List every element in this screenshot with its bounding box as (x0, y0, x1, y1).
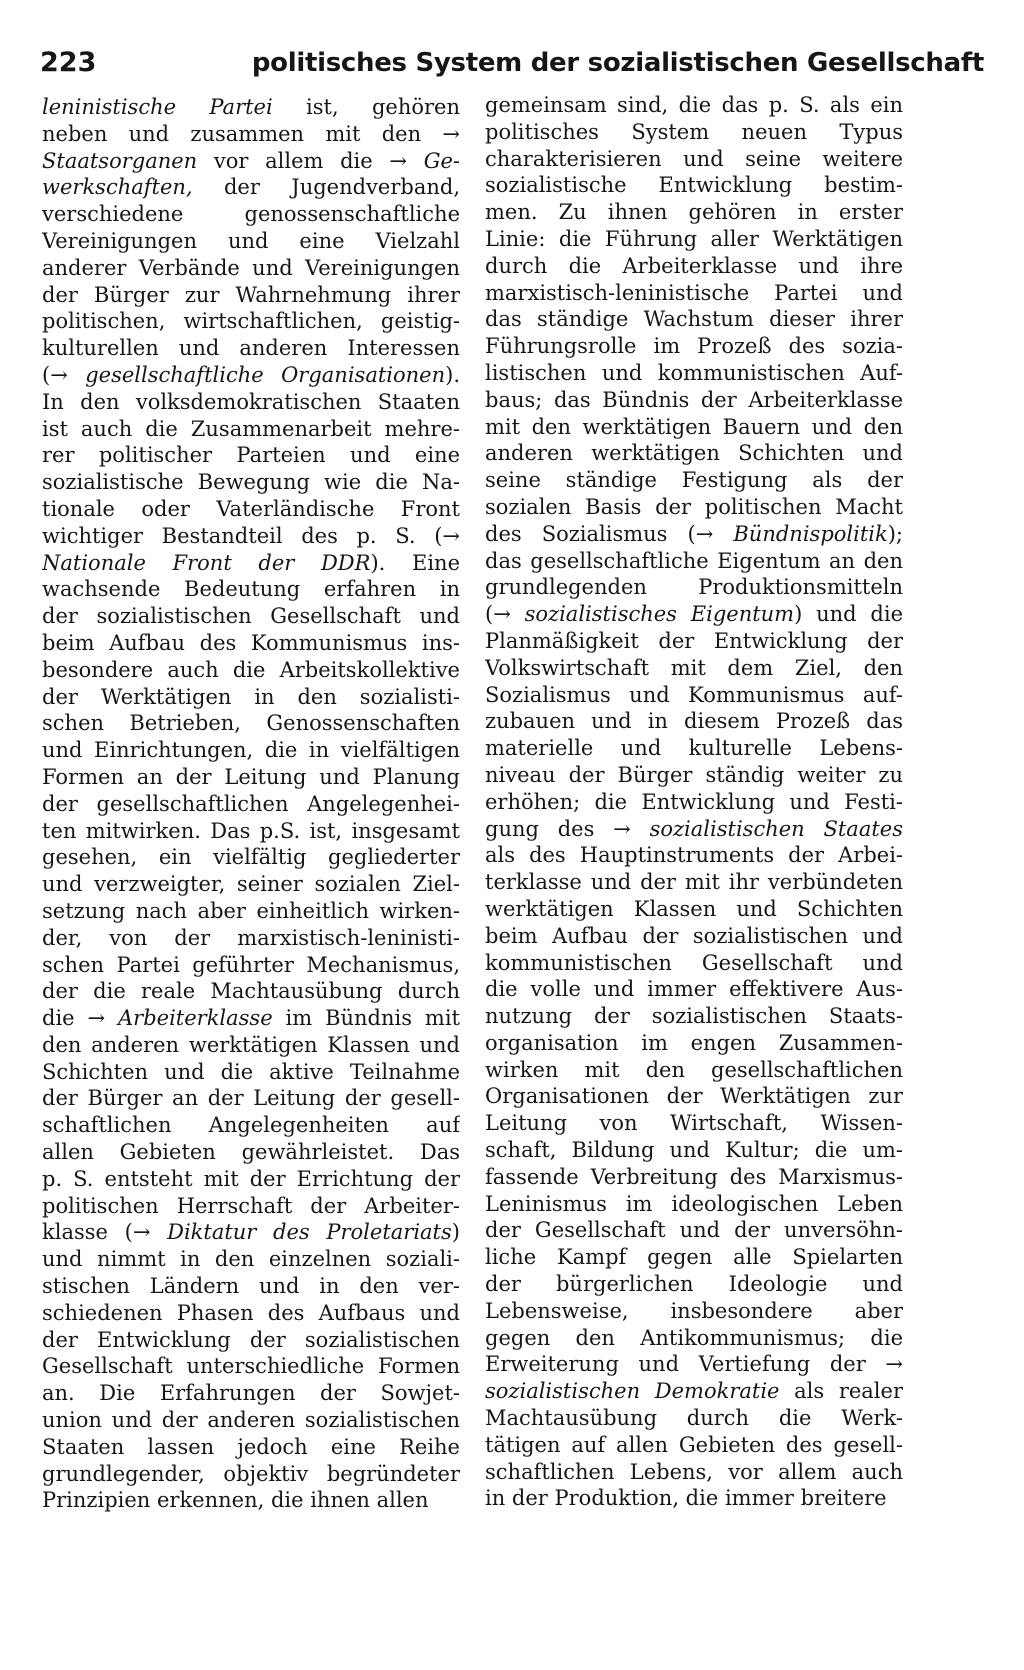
text-segment: das ständige Wachstum dieser ihrer (485, 307, 903, 332)
text-line (485, 762, 903, 789)
text-line (42, 603, 460, 630)
text-segment: der Bürger an der Leitung der gesell- (42, 1086, 460, 1111)
text-segment: als des Hauptinstruments der Arbei- (485, 843, 903, 868)
text-segment: Leitung von Wirtschaft, Wissen- (485, 1111, 903, 1136)
text-segment: union und der anderen sozialistischen (42, 1408, 460, 1433)
text-segment: tionale oder Vaterländische Front (42, 496, 460, 521)
text-segment: grundlegender, objektiv begründeter (42, 1461, 460, 1486)
text-segment: Schichten und die aktive Teilnahme (42, 1059, 460, 1084)
text-line (42, 1005, 460, 1032)
text-segment: des Sozialismus (→ (485, 521, 734, 546)
text-line (485, 816, 903, 843)
text-segment: Sozialismus und Kommunismus auf- (485, 682, 903, 707)
text-line (485, 574, 903, 601)
text-segment: gung des → (485, 816, 650, 841)
text-segment: ); (887, 521, 903, 546)
text-line (485, 923, 903, 950)
text-segment: erhöhen; die Entwicklung und Festi- (485, 789, 903, 814)
text-line (485, 1191, 903, 1218)
text-segment: baus; das Bündnis der Arbeiterklasse (485, 387, 903, 412)
text-segment: verschiedene genossenschaftliche (42, 202, 460, 227)
text-segment: der Gesellschaft und der unversöhn- (485, 1218, 903, 1243)
text-line (485, 521, 903, 548)
text-segment: ist, gehören (272, 95, 460, 119)
text-line (485, 306, 903, 333)
text-segment: wirken mit den gesellschaftlichen (485, 1057, 903, 1082)
text-segment: Organisationen der Werktätigen zur (485, 1084, 903, 1109)
text-segment: klasse (→ (42, 1220, 168, 1245)
text-line (42, 844, 460, 871)
text-segment: der gesellschaftlichen Angelegenhei- (42, 791, 460, 816)
text-line (42, 978, 460, 1005)
text-segment: der bürgerlichen Ideologie und (485, 1272, 903, 1297)
text-line (42, 1327, 460, 1354)
text-line (42, 684, 460, 711)
text-line (485, 1459, 903, 1486)
text-line (42, 523, 460, 550)
text-segment: besondere auch die Arbeitskollektive (42, 657, 460, 682)
text-segment: materielle und kulturelle Lebens- (485, 736, 903, 761)
text-line (485, 976, 903, 1003)
text-segment: terklasse und der mit ihr verbündeten (485, 870, 903, 895)
text-line (42, 737, 460, 764)
text-line (42, 121, 460, 148)
text-line (42, 469, 460, 496)
text-line (485, 896, 903, 923)
text-line (485, 628, 903, 655)
text-line (42, 1434, 460, 1461)
text-line (42, 416, 460, 443)
cross-reference: sozialistisches Eigentum (524, 602, 795, 627)
text-line (485, 1137, 903, 1164)
text-segment: Machtausübung durch die Werk- (485, 1406, 903, 1431)
text-line (42, 898, 460, 925)
text-line (42, 952, 460, 979)
text-line (485, 226, 903, 253)
text-line (42, 1407, 460, 1434)
text-line (42, 871, 460, 898)
text-segment: politischen, wirtschaftlichen, geistig- (42, 309, 460, 334)
text-segment: kommunistischen Gesellschaft und (485, 950, 903, 975)
right-text-column (485, 92, 903, 1512)
text-segment: gemeinsam sind, die das p. S. als ein (485, 93, 903, 117)
text-segment: beim Aufbau des Kommunismus ins- (42, 630, 460, 655)
text-segment: zubauen und in diesem Prozeß das (485, 709, 903, 734)
text-segment: ). (445, 362, 460, 387)
text-line (42, 791, 460, 818)
cross-reference: werkschaften, (42, 175, 193, 200)
text-segment: organisation im engen Zusammen- (485, 1030, 903, 1055)
text-line (42, 925, 460, 952)
text-line (42, 1246, 460, 1273)
text-segment: marxistisch-leninistische Partei und (485, 280, 903, 305)
text-segment: an. Die Erfahrungen der Sowjet- (42, 1381, 460, 1406)
text-line (485, 601, 903, 628)
text-line (42, 1273, 460, 1300)
text-line (42, 1032, 460, 1059)
text-segment: politischen Herrschaft der Arbeiter- (42, 1193, 460, 1218)
text-segment: liche Kampf gegen alle Spielarten (485, 1245, 903, 1270)
text-line (42, 308, 460, 335)
text-line (42, 630, 460, 657)
cross-reference: Bündnispolitik (733, 521, 888, 546)
text-segment: wichtiger Bestandteil des p. S. (→ (42, 523, 460, 548)
text-segment: der sozialistischen Gesellschaft und (42, 604, 460, 629)
text-line (42, 362, 460, 389)
text-segment: der Bürger zur Wahrnehmung ihrer (42, 282, 460, 307)
text-segment: durch die Arbeiterklasse und ihre (485, 253, 903, 278)
text-segment: Formen an der Leitung und Planung (42, 764, 460, 789)
text-segment: allen Gebieten gewährleistet. Das (42, 1140, 460, 1165)
text-segment: Planmäßigkeit der Entwicklung der (485, 628, 903, 653)
text-line (42, 1353, 460, 1380)
cross-reference: Ge- (423, 148, 460, 173)
text-line (42, 442, 460, 469)
text-line (42, 1112, 460, 1139)
text-line (485, 1378, 903, 1405)
text-line (485, 92, 903, 119)
text-segment: niveau der Bürger ständig weiter zu (485, 762, 903, 787)
text-line (485, 1298, 903, 1325)
text-segment: schaft, Bildung und Kultur; die um- (485, 1138, 903, 1163)
text-line (485, 1057, 903, 1084)
text-segment: p. S. entsteht mit der Errichtung der (42, 1166, 460, 1191)
text-segment: anderen werktätigen Schichten und (485, 441, 903, 466)
text-segment: stischen Ländern und in den ver- (42, 1274, 460, 1299)
text-segment: der die reale Machtausübung durch (42, 979, 460, 1004)
cross-reference: Staatsorganen (42, 148, 198, 173)
text-segment: grundlegenden Produktionsmitteln (485, 575, 903, 600)
text-segment: fassende Verbreitung des Marxismus- (485, 1164, 903, 1189)
text-line (485, 146, 903, 173)
text-line (42, 657, 460, 684)
text-segment: Linie: die Führung aller Werktätigen (485, 226, 903, 251)
text-line (485, 1030, 903, 1057)
text-segment: politisches System neuen Typus (485, 119, 903, 144)
text-line (485, 333, 903, 360)
text-line (485, 1164, 903, 1191)
text-segment: die volle und immer effektivere Aus- (485, 977, 903, 1002)
text-line (42, 201, 460, 228)
text-segment: sozialistische Entwicklung bestim- (485, 173, 903, 198)
text-segment: kulturellen und anderen Interessen (42, 336, 460, 361)
text-segment: die → (42, 1006, 118, 1031)
text-segment: gegen den Antikommunismus; die (485, 1325, 903, 1350)
text-line (42, 335, 460, 362)
text-line (485, 253, 903, 280)
text-line (485, 735, 903, 762)
text-segment: anderer Verbände und Vereinigungen (42, 255, 460, 280)
text-segment: der, von der marxistisch-leninisti- (42, 925, 460, 950)
text-line (42, 1487, 460, 1514)
text-line (485, 1083, 903, 1110)
text-line (42, 496, 460, 523)
text-line (485, 494, 903, 521)
text-segment: schaftlichen Lebens, vor allem auch (485, 1459, 903, 1484)
text-segment: (→ (485, 602, 525, 627)
text-line (485, 1432, 903, 1459)
text-line (42, 228, 460, 255)
text-segment: das gesellschaftliche Eigentum an den (485, 548, 903, 573)
cross-reference: Diktatur des Proletariats (167, 1220, 452, 1245)
text-segment: sozialen Basis der politischen Macht (485, 494, 903, 519)
text-segment: Lebensweise, insbesondere aber (485, 1298, 903, 1323)
text-segment: ) und die (794, 602, 903, 627)
text-line (485, 655, 903, 682)
text-line (485, 708, 903, 735)
text-line (485, 1325, 903, 1352)
text-segment: schaftlichen Angelegenheiten auf (42, 1113, 460, 1138)
text-line (485, 1003, 903, 1030)
text-line (485, 1244, 903, 1271)
text-segment: tätigen auf allen Gebieten des gesell- (485, 1432, 903, 1457)
text-segment: der Werktätigen in den sozialisti- (42, 684, 460, 709)
text-line (42, 710, 460, 737)
text-line (485, 172, 903, 199)
text-segment: Prinzipien erkennen, die ihnen allen (42, 1488, 429, 1513)
text-line (485, 548, 903, 575)
text-segment: Erweiterung und Vertiefung der → (485, 1352, 903, 1377)
text-segment: Leninismus im ideologischen Leben (485, 1191, 903, 1216)
text-line (42, 1461, 460, 1488)
text-segment: seine ständige Festigung als der (485, 468, 903, 493)
text-segment: Volkswirtschaft mit dem Ziel, den (485, 655, 903, 680)
text-segment: gesehen, ein vielfältig gegliederter (42, 845, 460, 870)
running-title: politisches System der sozialistischen Gesellschaft (251, 48, 984, 78)
text-segment: charakterisieren und seine weitere (485, 146, 903, 171)
text-line (485, 789, 903, 816)
text-line (485, 869, 903, 896)
text-segment: ) (451, 1220, 460, 1245)
text-segment: ten mitwirken. Das p.S. ist, insgesamt (42, 818, 460, 843)
text-line (42, 1219, 460, 1246)
text-line (42, 764, 460, 791)
text-line (42, 1085, 460, 1112)
text-line (42, 1166, 460, 1193)
text-line (485, 387, 903, 414)
text-line (42, 94, 460, 121)
text-segment: werktätigen Klassen und Schichten (485, 896, 903, 921)
text-segment: setzung nach aber einheitlich wirken- (42, 898, 460, 923)
cross-reference: sozialistischen Staates (649, 816, 903, 841)
text-segment: listischen und kommunistischen Auf- (485, 360, 903, 385)
text-segment: schiedenen Phasen des Aufbaus und (42, 1300, 460, 1325)
text-segment: in der Produktion, die immer breitere (485, 1486, 887, 1511)
text-segment: wachsende Bedeutung erfahren in (42, 577, 460, 602)
text-line (42, 282, 460, 309)
text-line (485, 1405, 903, 1432)
text-line (485, 414, 903, 441)
text-segment: In den volksdemokratischen Staaten (42, 389, 460, 414)
text-segment: als realer (779, 1379, 903, 1404)
text-segment: Vereinigungen und eine Vielzahl (42, 228, 460, 253)
cross-reference: Arbeiterklasse (118, 1006, 273, 1031)
text-segment: beim Aufbau der sozialistischen und (485, 923, 903, 948)
text-line (485, 842, 903, 869)
cross-reference: gesellschaftliche Organisationen (85, 362, 446, 387)
text-line (485, 119, 903, 146)
text-line (485, 280, 903, 307)
text-segment: neben und zusammen mit den → (42, 121, 460, 146)
text-segment: schen Betrieben, Genossenschaften (42, 711, 460, 736)
text-segment: Staaten lassen jedoch eine Reihe (42, 1434, 460, 1459)
text-segment: sozialistische Bewegung wie die Na- (42, 470, 460, 495)
page-number: 223 (40, 47, 97, 78)
text-line (485, 950, 903, 977)
text-segment: den anderen werktätigen Klassen und (42, 1032, 460, 1057)
text-segment: der Jugendverband, (192, 175, 460, 200)
text-segment: und Einrichtungen, die in vielfältigen (42, 738, 460, 763)
text-line (42, 818, 460, 845)
text-segment: Gesellschaft unterschiedliche Formen (42, 1354, 460, 1379)
text-line (42, 1193, 460, 1220)
text-line (42, 550, 460, 577)
text-segment: ). Eine (370, 550, 460, 575)
left-text-column (42, 94, 460, 1514)
text-line (42, 576, 460, 603)
text-segment: rer politischer Parteien und eine (42, 443, 460, 468)
text-line (485, 682, 903, 709)
text-line (42, 1380, 460, 1407)
text-segment: und verzweigter, seiner sozialen Ziel- (42, 872, 460, 897)
text-line (485, 467, 903, 494)
text-line (42, 1059, 460, 1086)
text-segment: der Entwicklung der sozialistischen (42, 1327, 460, 1352)
cross-reference: sozialistischen Demokratie (485, 1379, 780, 1404)
text-segment: vor allem die → (197, 148, 424, 173)
text-segment: nutzung der sozialistischen Staats- (485, 1004, 903, 1029)
text-line (485, 1271, 903, 1298)
text-segment: im Bündnis mit (272, 1006, 460, 1031)
text-line (42, 148, 460, 175)
text-segment: ist auch die Zusammenarbeit mehre- (42, 416, 460, 441)
text-segment: (→ (42, 362, 86, 387)
text-segment: Führungsrolle im Prozeß des sozia- (485, 334, 903, 359)
text-line (485, 199, 903, 226)
text-line (42, 1300, 460, 1327)
text-line (485, 1351, 903, 1378)
text-line (485, 1110, 903, 1137)
text-line (485, 1217, 903, 1244)
text-segment: men. Zu ihnen gehören in erster (485, 200, 903, 225)
text-segment: schen Partei geführter Mechanismus, (42, 952, 460, 977)
text-line (42, 255, 460, 282)
text-segment: mit den werktätigen Bauern und den (485, 414, 903, 439)
cross-reference: Nationale Front der DDR (42, 550, 371, 575)
text-line (485, 360, 903, 387)
page-header (40, 30, 984, 78)
text-line (42, 174, 460, 201)
text-line (42, 1139, 460, 1166)
cross-reference: leninistische Partei (42, 95, 273, 119)
text-line (485, 1485, 903, 1512)
text-segment: und nimmt in den einzelnen soziali- (42, 1247, 460, 1272)
text-line (485, 440, 903, 467)
text-line (42, 389, 460, 416)
